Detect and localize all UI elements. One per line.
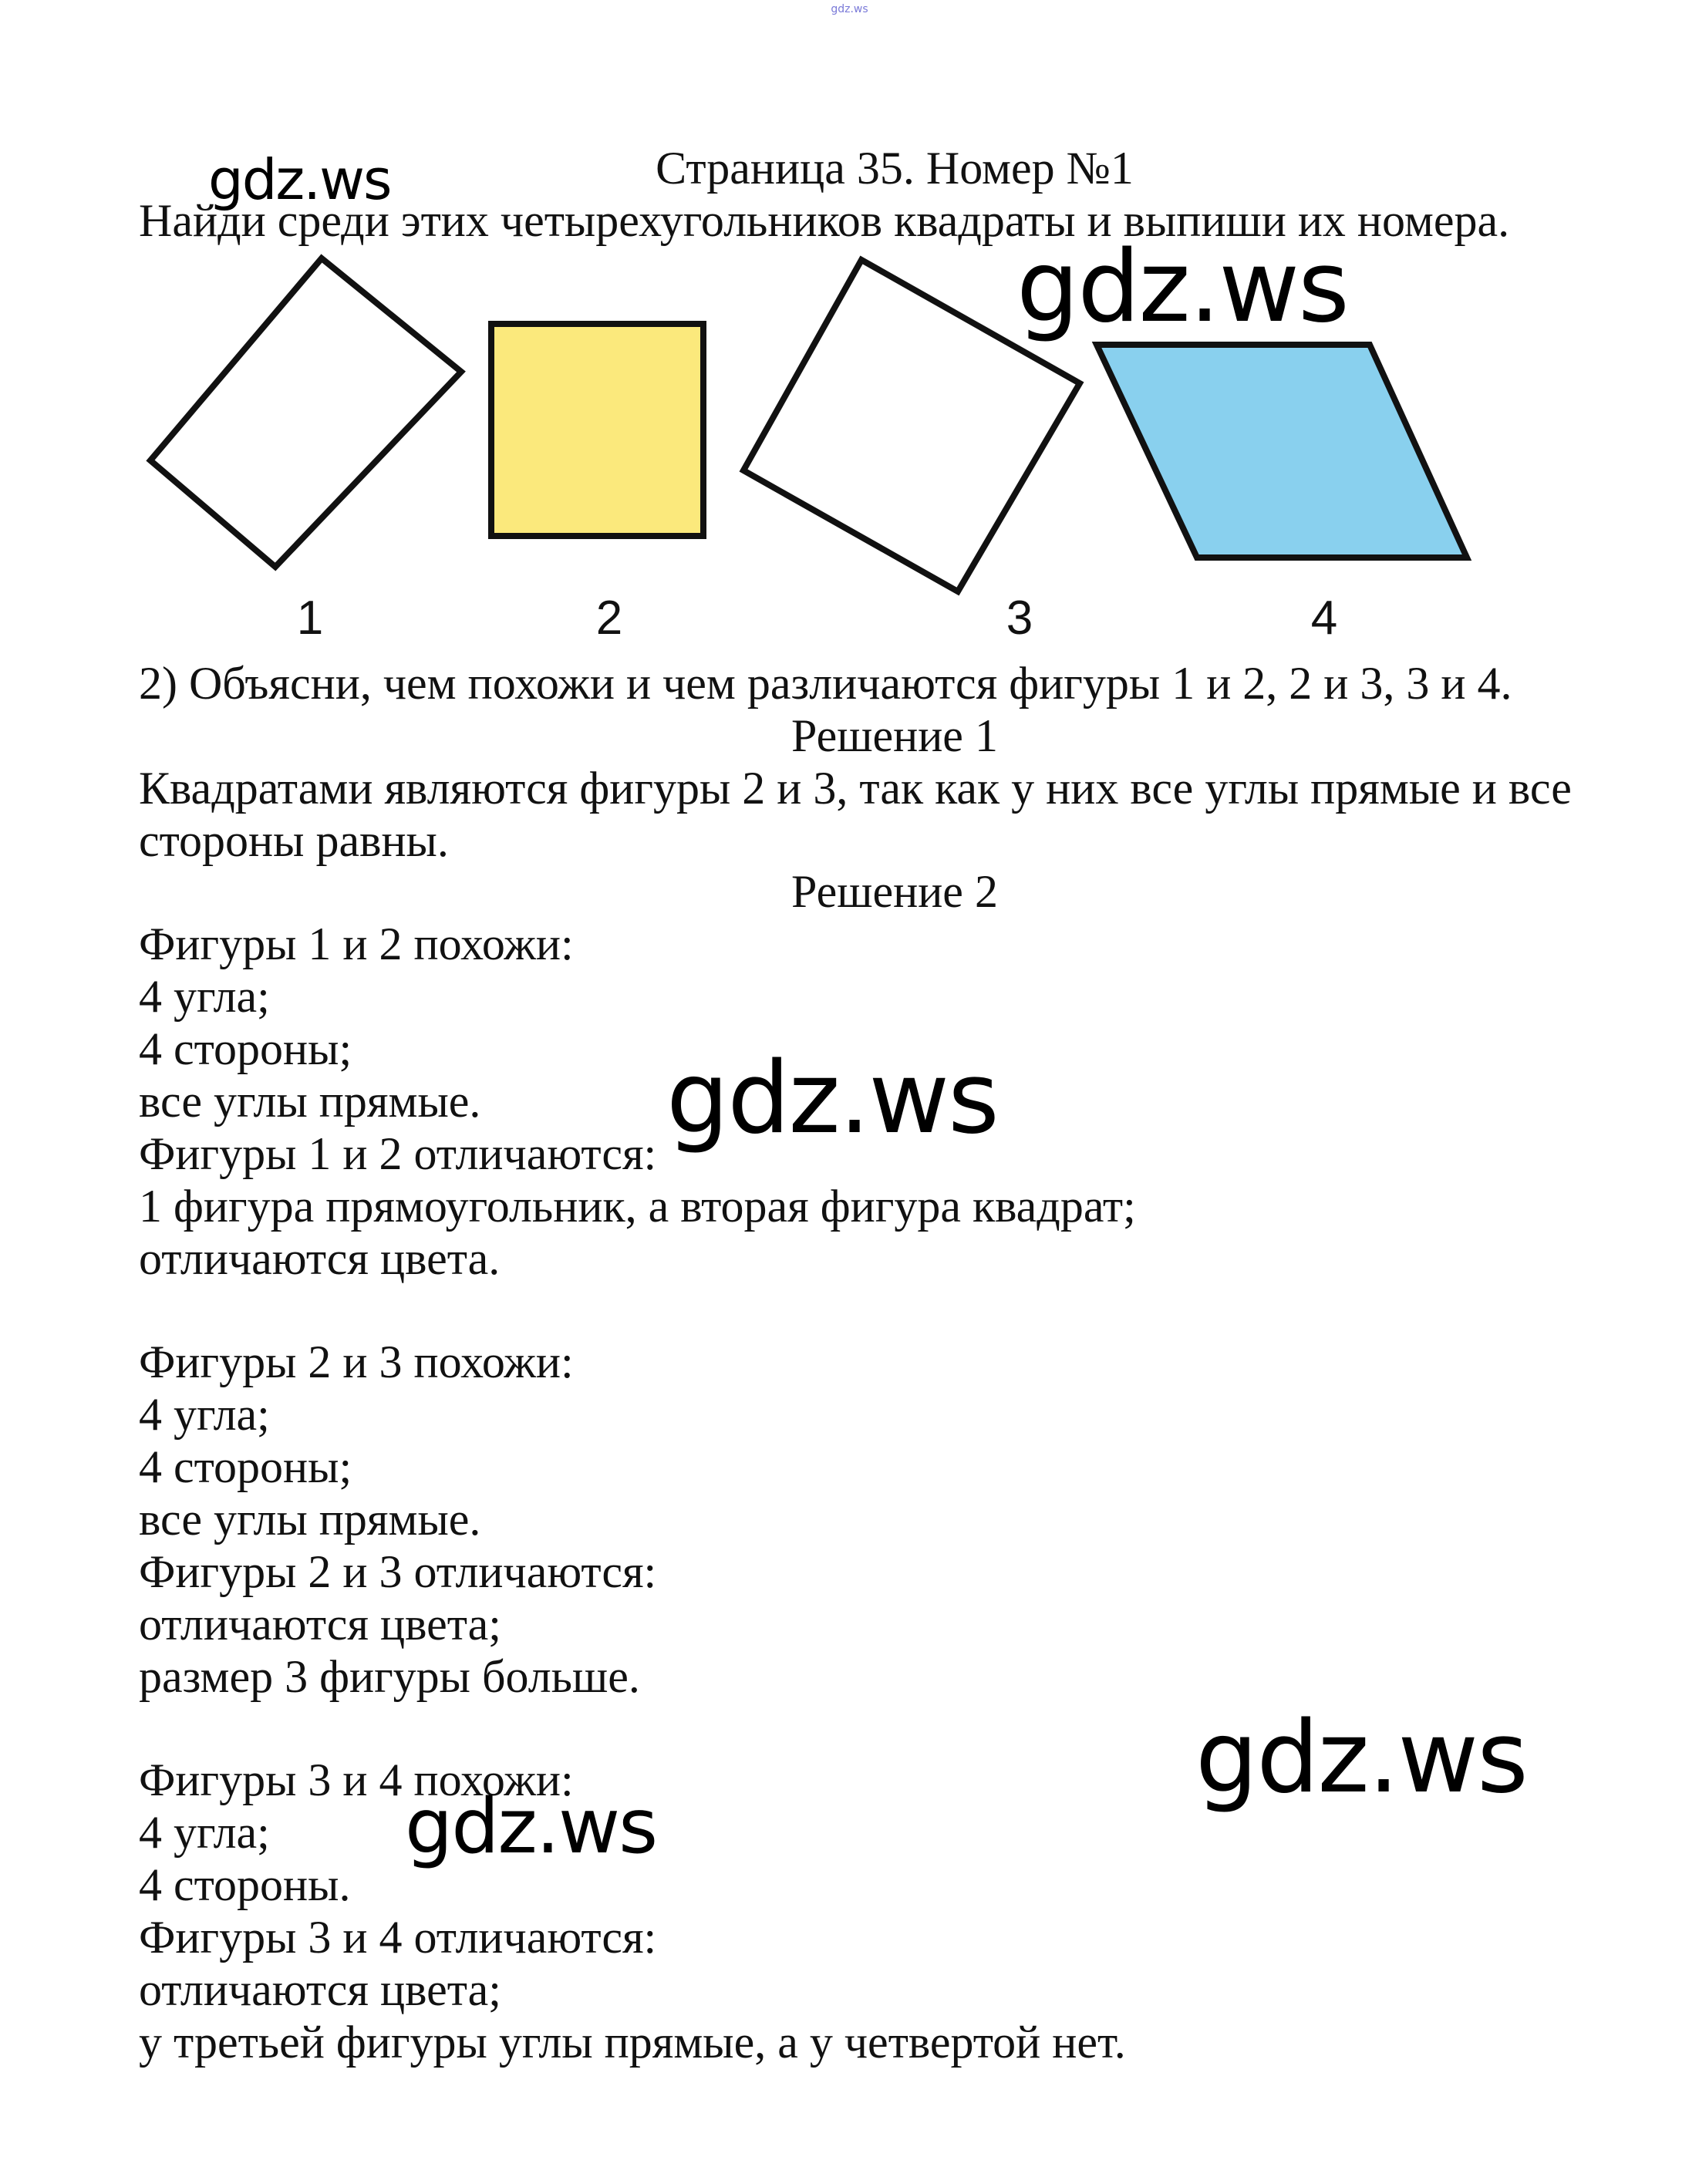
solution-2-line: 1 фигура прямоугольник, а вторая фигура квадрат; [139, 1181, 1136, 1232]
solution-2-line: размер 3 фигуры больше. [139, 1651, 640, 1702]
figure-label-4: 4 [1310, 592, 1338, 645]
solution-1-line: стороны равны. [139, 815, 449, 866]
page-title: Страница 35. Номер №1 [656, 143, 1134, 194]
figure-4-rhombus [1097, 345, 1467, 558]
solution-2-line: Фигуры 1 и 2 отличаются: [139, 1128, 657, 1179]
watermark-logo: gdz.ws [1016, 230, 1348, 345]
solution-2-line: все углы прямые. [139, 1076, 481, 1127]
solution-2-line: Фигуры 3 и 4 отличаются: [139, 1912, 657, 1963]
solution-2-line: Фигуры 1 и 2 похожи: [139, 918, 574, 969]
solution-2-line: все углы прямые. [139, 1494, 481, 1545]
solution-2-line: Фигуры 2 и 3 похожи: [139, 1336, 574, 1387]
top-watermark: gdz.ws [831, 3, 868, 15]
figure-1-rectangle [150, 258, 461, 567]
solution-2-line: отличаются цвета; [139, 1964, 501, 2015]
question-2: 2) Объясни, чем похожи и чем различаются фигуры 1 и 2, 2 и 3, 3 и 4. [139, 658, 1512, 709]
figure-2-square [491, 324, 703, 536]
watermark-logo: gdz.ws [1195, 1700, 1527, 1815]
solution-2-line: 4 угла; [139, 1807, 270, 1858]
figure-label-1: 1 [296, 592, 324, 645]
solution-1-line: Квадратами являются фигуры 2 и 3, так как у них все углы прямые и все [139, 763, 1572, 814]
figure-label-2: 2 [595, 592, 623, 645]
solution-2-line: 4 стороны. [139, 1859, 351, 1910]
solution-2-line: 4 стороны; [139, 1023, 352, 1074]
solution-2-line: отличаются цвета. [139, 1233, 501, 1284]
task-text: Найди среди этих четырехугольников квадраты и выпиши их номера. [139, 195, 1510, 246]
solution-2-line: Фигуры 2 и 3 отличаются: [139, 1546, 657, 1597]
figure-label-3: 3 [1006, 592, 1033, 645]
watermark-logo: gdz.ws [666, 1041, 998, 1156]
watermark-logo: gdz.ws [405, 1783, 657, 1871]
solution-2-line: Фигуры 3 и 4 похожи: [139, 1754, 574, 1805]
solution-2-line: 4 угла; [139, 1389, 270, 1440]
solution-2-line: 4 стороны; [139, 1441, 352, 1492]
solution-1-heading: Решение 1 [791, 710, 998, 761]
solution-2-line: отличаются цвета; [139, 1599, 501, 1650]
watermark-logo: gdz.ws [208, 147, 391, 212]
solution-2-heading: Решение 2 [791, 866, 998, 917]
solution-2-line: у третьей фигуры углы прямые, а у четвертой нет. [139, 2017, 1126, 2068]
solution-2-line: 4 угла; [139, 971, 270, 1022]
